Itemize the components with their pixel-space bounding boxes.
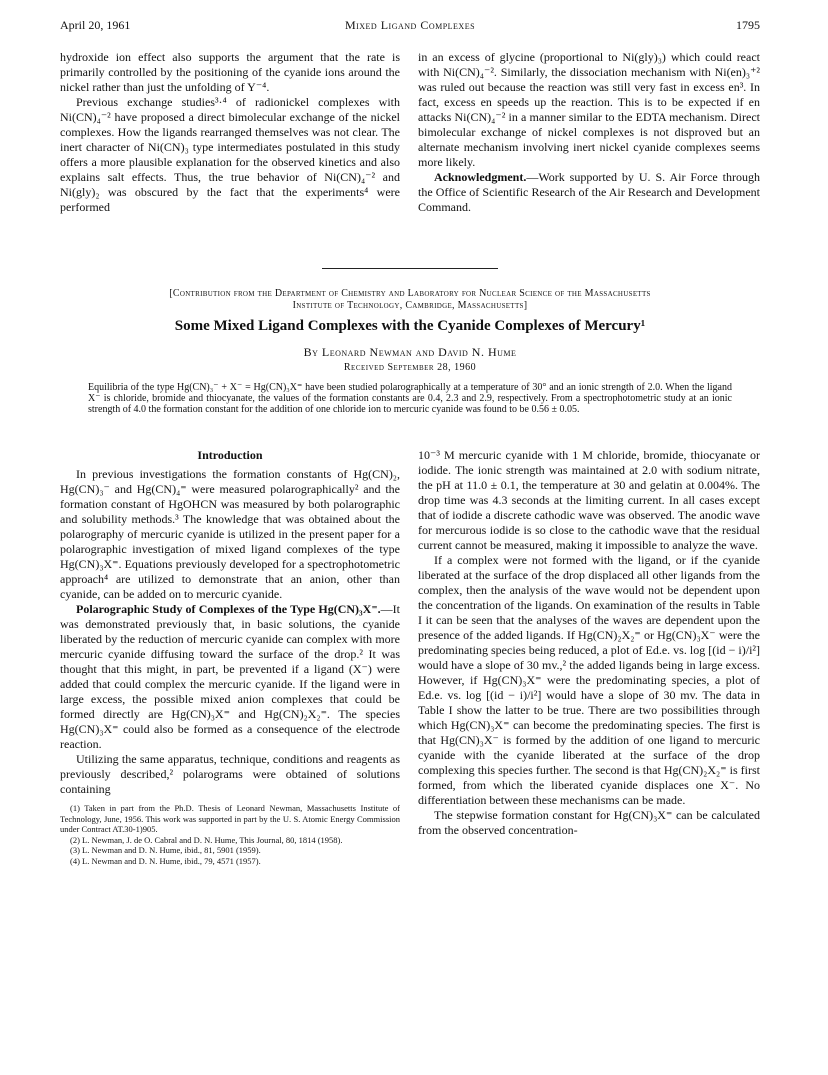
paragraph: In previous investigations the formation constants of Hg(CN)₂, Hg(CN)₃⁻ and Hg(CN)₄⁼ were measured polarographically² and the formation constant of HgOHCN was measured by both polarographic and solubility methods.³ The knowledge that was obtained about the polarography of mercuric cyanide is utilized in the present paper for a polarographic investigation of mixed ligand complexes of the type Hg(CN)₃X⁼. Equations previously developed for a spectrophotometric approach⁴ are utilized to demonstrate that an anion, other than cyanide, can be added on to mercuric cyanide.	[60, 467, 400, 601]
footnote: (3) L. Newman and D. N. Hume, ibid., 81, 5901 (1959).	[70, 845, 261, 855]
paragraph: Previous exchange studies³·⁴ of radionickel complexes with Ni(CN)₄⁻² have proposed a direct bimolecular exchange of the nickel complexes. How the ligands rearranged themselves was not clear. The inert character of Ni(CN)₃ type intermediates postulated in this study offers a more plausible explanation for the observed kinetics and also explains salt effects. Thus, the true behavior of Ni(CN)₄⁻² and Ni(gly)₂ was obscured by the fact that the experiments⁴ were performed	[60, 95, 400, 214]
footnote: (4) L. Newman and D. N. Hume, ibid., 79, 4571 (1957).	[70, 855, 261, 866]
separator-rule	[322, 268, 498, 269]
article-right-column	[418, 448, 760, 838]
paragraph: The stepwise formation constant for Hg(CN)₃X⁼ can be calculated from the observed concentration-	[418, 808, 760, 837]
abstract: Equilibria of the type Hg(CN)₃⁻ + X⁻ = Hg(CN)₃X⁼ have been studied polarographically at a temperature of 30° and an ionic strength of 2.0. When the ligand X⁻ is chloride, bromide and thiocyanate, the values of the formation constants are 0.4, 2.3 and 2.9, respectively. From a spectrophotometric study at an ionic strength of 4.0 the formation constant for the addition of one chloride ion to mercuric cyanide was found to be 0.56 ± 0.05.	[88, 382, 732, 415]
prev-article-left-column	[60, 50, 400, 215]
paragraph: 10⁻³ M mercuric cyanide with 1 M chloride, bromide, thiocyanate or iodide. The ionic strength was maintained at 2.0 with sodium nitrate, the pH at 11.0 ± 0.1, the temperature at 30 and gelatin at 0.004%. The drop time was 4.3 seconds at the limiting current. In all cases except that of iodide a discrete cathodic wave was observed. The anodic wave for mercurous iodide is so close to the cathodic wave that the residual current cannot be measured, making it impossible to analyze the wave.	[418, 448, 760, 552]
acknowledgment-label: Acknowledgment.	[434, 170, 527, 184]
contribution-line-2: Institute of Technology, Cambridge, Massachusetts]	[292, 300, 528, 311]
paragraph: Utilizing the same apparatus, technique, conditions and reagents as previously described,² polarograms were obtained of solutions containing	[60, 752, 400, 796]
contribution-line	[60, 288, 760, 312]
footnote: (2) L. Newman, J. de O. Cabral and D. N. Hume, This Journal, 80, 1814 (1958).	[70, 834, 343, 845]
page-number: 1795	[736, 18, 760, 32]
page-date: April 20, 1961	[60, 18, 131, 32]
article-title: Some Mixed Ligand Complexes with the Cyanide Complexes of Mercury¹	[174, 318, 646, 334]
paragraph: in an excess of glycine (proportional to Ni(gly)₃) which could react with Ni(CN)₄⁻². Similarly, the dissociation mechanism with Ni(en)₃⁺² was ruled out because the reaction was still very fast in excess en³. In fact, excess en speeds up the reaction. This is to be expected if en attacks Ni(CN)₄⁻² in a manner similar to the EDTA mechanism. Direct bimolecular exchange of nickel complexes is not disproved but an alternate mechanism involving inert nickel cyanide complexes seems more likely.	[418, 50, 760, 169]
received-date: Received September 28, 1960	[343, 362, 477, 373]
section-heading: Polarographic Study of Complexes of the Type Hg(CN)₃X⁼.	[76, 602, 381, 616]
paragraph: If a complex were not formed with the ligand, or if the cyanide liberated at the surface of the drop displaced all other ligands from the complex, then the analysis of the wave would not be dependent upon the concentration of the ligands. On examination of the results in Table I it can be seen that the analyses of the waves are dependent upon the presence of the added ligands. If Hg(CN)₂X₂⁼ or Hg(CN)₃X⁻ were the predominating species being reduced, a plot of Ed.e. vs. log [(id − i)/i²] would have a slope of 30 mv.,² the added ligands being in large excess. However, if Hg(CN)₃X⁼ were the predominating species, a plot of Ed.e. vs. log [(id − i)/i²] would have a slope of 30 mv. The data in Table I show the latter to be true. There are two possibilities through which Hg(CN)₃X⁼ can become the predominating species. The first is that Hg(CN)₃X⁻ is formed by the addition of one ligand to mercuric cyanide with the cyanide liberated at the surface of the drop complexing this species further. The second is that Hg(CN)₂X₂⁼ is first formed, from which the liberated cyanide displaces one X⁻. No differentiation between these mechanisms can be made.	[418, 553, 760, 807]
footnote: (1) Taken in part from the Ph.D. Thesis of Leonard Newman, Massachusetts Institute of Technology, June, 1956. This work was supported in part by the U. S. Atomic Energy Commission under Contract AT.30-1)905.	[60, 803, 400, 834]
journal-page	[60, 0, 760, 1075]
section-text: —It was demonstrated previously that, in basic solutions, the cyanide liberated by the reduction of mercuric cyanide can complex with more mercuric cyanide diffusing toward the surface of the drop.² It was thought that this might, in part, be prevented if a ligand (X⁻) were added that could complex the mercuric cyanide. If the ligand were in large excess, the possible mixed anion complexes that could be formed directly are Hg(CN)₃X⁼ and Hg(CN)₂X₂⁼. The species Hg(CN)₃X⁼ could also be formed as a consequence of the electrode reaction.	[60, 602, 400, 751]
running-title: Mixed Ligand Complexes	[344, 18, 476, 32]
contribution-line-1: [Contribution from the Department of Chemistry and Laboratory for Nuclear Science of the Massachusetts	[169, 288, 651, 299]
paragraph	[60, 602, 400, 752]
paragraph: hydroxide ion effect also supports the argument that the rate is primarily controlled by the positioning of the cyanide ions around the nickel rather than just the unfolding of Y⁻⁴.	[60, 50, 400, 94]
introduction-heading: Introduction	[197, 448, 263, 462]
acknowledgment-text: —Work supported by U. S. Air Force through the Office of Scientific Research of the Air Research and Development Command.	[418, 170, 760, 214]
article-authors: By Leonard Newman and David N. Hume	[303, 345, 517, 359]
acknowledgment	[418, 170, 760, 215]
footnotes	[60, 803, 400, 866]
article-left-column	[60, 448, 400, 866]
prev-article-right-column	[418, 50, 760, 215]
